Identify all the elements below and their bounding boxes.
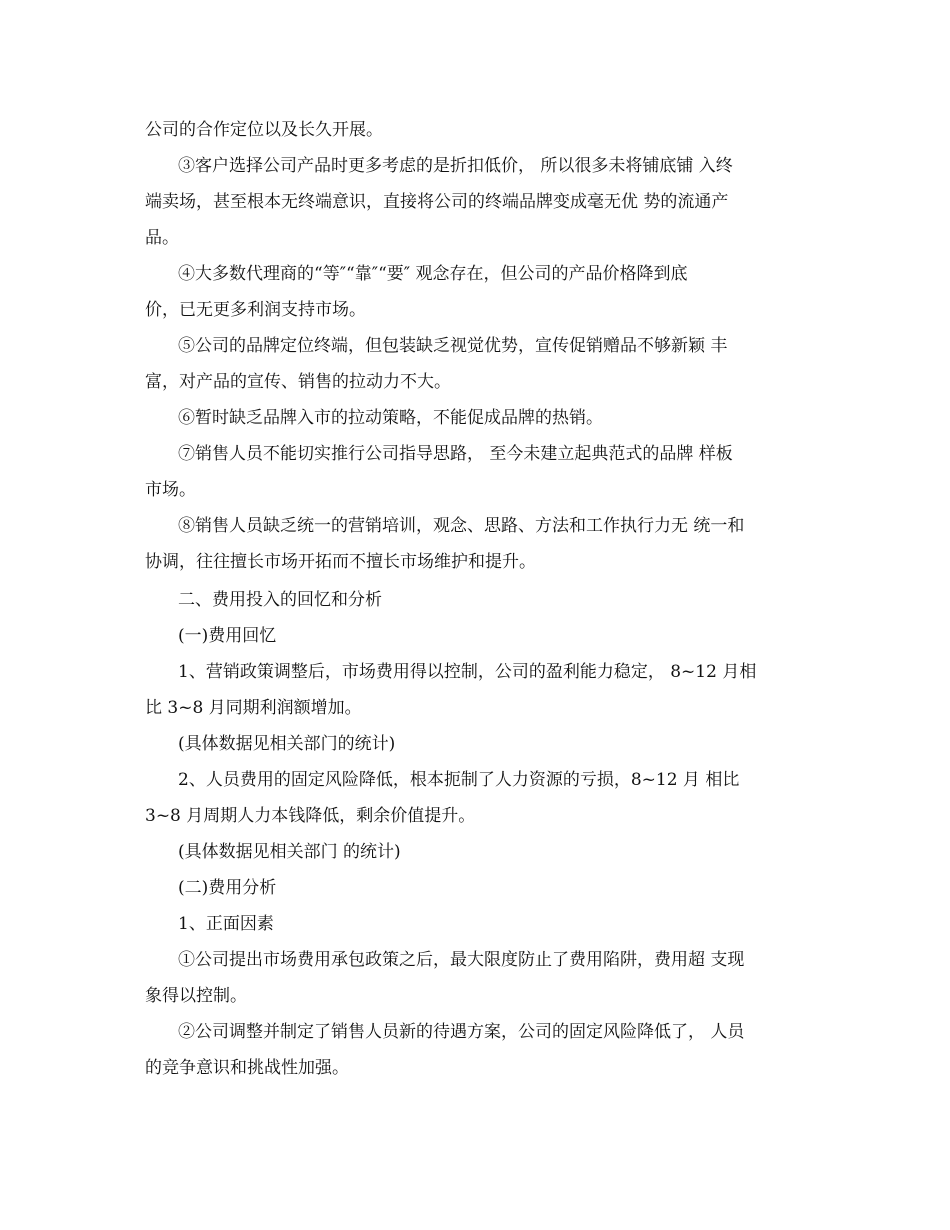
text-line: 公司的合作定位以及长久开展。 xyxy=(145,120,383,140)
text-line: ②公司调整并制定了销售人员新的待遇方案，公司的固定风险降低了， 人员 xyxy=(178,1022,745,1042)
text-line: ①公司提出市场费用承包政策之后，最大限度防止了费用陷阱，费用超 支现 xyxy=(178,950,745,970)
text-line: ⑥暂时缺乏品牌入市的拉动策略，不能促成品牌的热销。 xyxy=(178,408,603,428)
text-line: ④大多数代理商的“等″“靠″“要″ 观念存在，但公司的产品价格降到底 xyxy=(178,264,688,284)
text-line: 富，对产品的宣传、销售的拉动力不大。 xyxy=(145,372,451,392)
text-line: 象得以控制。 xyxy=(145,986,247,1006)
text-line: 1、营销政策调整后，市场费用得以控制，公司的盈利能力稳定， 8~12 月相 xyxy=(178,662,757,682)
text-line: 市场。 xyxy=(145,480,196,500)
subsection-heading: (一)费用回忆 xyxy=(178,626,277,646)
text-line: ⑧销售人员缺乏统一的营销培训，观念、思路、方法和工作执行力无 统一和 xyxy=(178,516,745,536)
text-line: 1、正面因素 xyxy=(178,914,274,934)
text-line: 3~8 月周期人力本钱降低，剩余价值提升。 xyxy=(145,806,476,826)
text-line: ③客户选择公司产品时更多考虑的是折扣低价， 所以很多未将铺底铺 入终 xyxy=(178,156,733,176)
text-line: 品。 xyxy=(145,228,179,248)
text-line: 价，已无更多利润支持市场。 xyxy=(145,300,366,320)
text-line: 2、人员费用的固定风险降低，根本扼制了人力资源的亏损，8~12 月 相比 xyxy=(178,770,740,790)
text-line: 的竞争意识和挑战性加强。 xyxy=(145,1058,349,1078)
text-line: 端卖场，甚至根本无终端意识，直接将公司的终端品牌变成毫无优 势的流通产 xyxy=(145,192,729,212)
text-line: (具体数据见相关部门的统计) xyxy=(178,734,396,754)
section-heading: 二、费用投入的回忆和分析 xyxy=(178,590,382,610)
subsection-heading: (二)费用分析 xyxy=(178,878,277,898)
text-line: (具体数据见相关部门 的统计) xyxy=(178,842,401,862)
text-line: ⑤公司的品牌定位终端，但包装缺乏视觉优势，宣传促销赠品不够新颖 丰 xyxy=(178,336,728,356)
text-line: 比 3~8 月同期利润额增加。 xyxy=(145,698,362,718)
text-line: 协调，往往擅长市场开拓而不擅长市场维护和提升。 xyxy=(145,552,536,572)
text-line: ⑦销售人员不能切实推行公司指导思路， 至今未建立起典范式的品牌 样板 xyxy=(178,444,733,464)
